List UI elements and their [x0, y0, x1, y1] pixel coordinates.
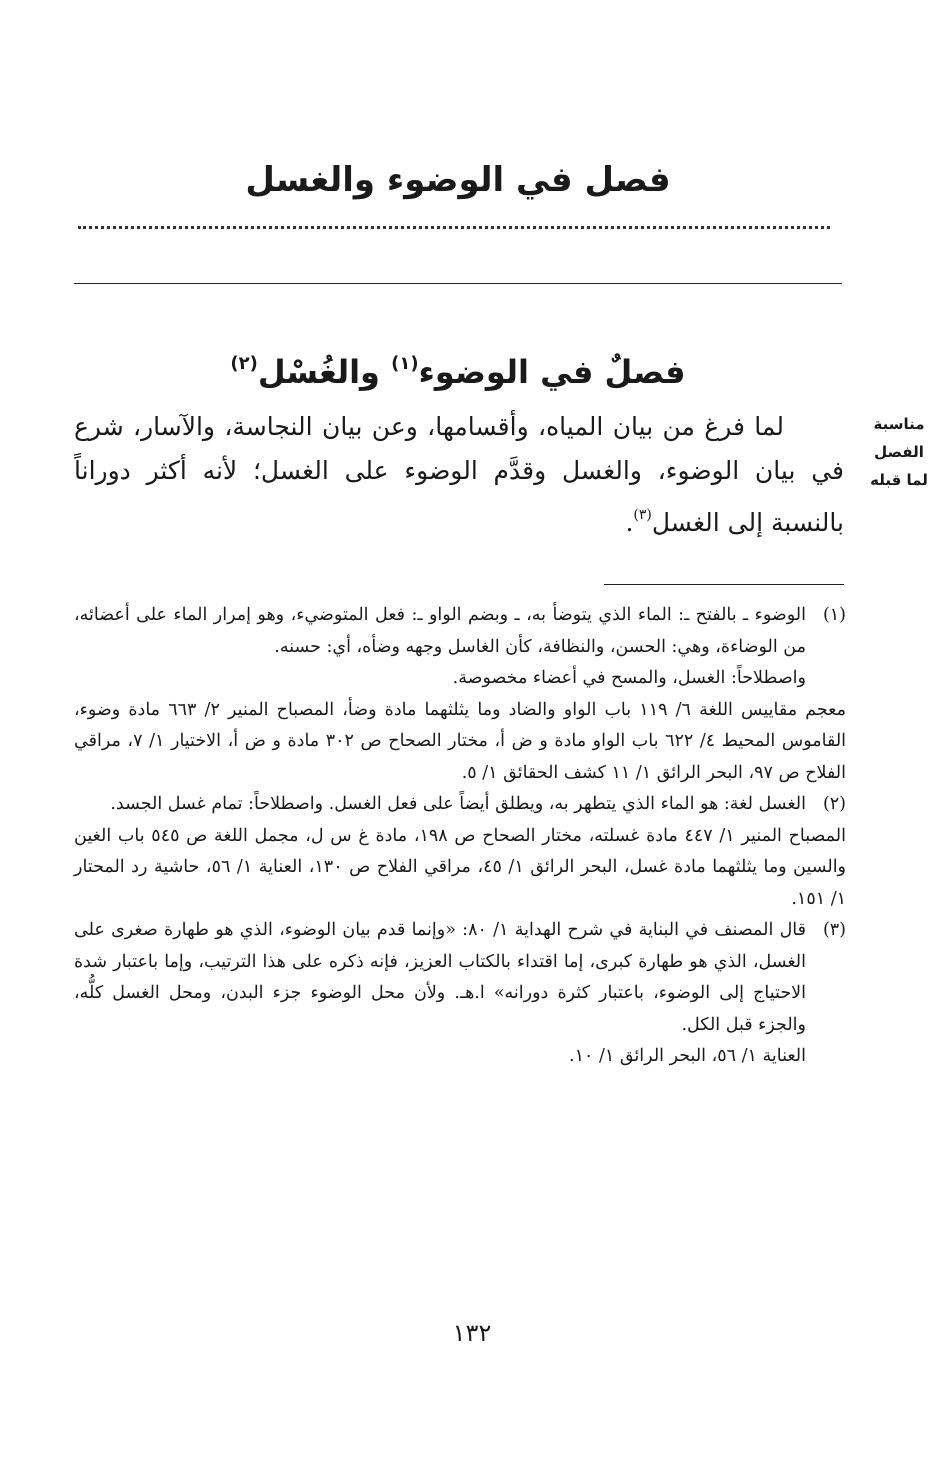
footnote-sources: المصباح المنير ١/ ٤٤٧ مادة غسلته، مختار الصحاح ص ١٩٨، مادة غ س ل، مجمل اللغة ص ٥٤٥ باب الغين والسين وما يثلثهما مادة غسل، البحر الرائق ١/ ٤٥، مراقي الفلاح ص ١٣٠، العناية ١/ ٥٦، حاشية رد المحتار ١/ ١٥١.: [74, 825, 847, 909]
footnote-definition: الغسل لغة: هو الماء الذي يتطهر به، ويطلق أيضاً على فعل الغسل. واصطلاحاً: تمام غسل الجسد.: [110, 794, 806, 814]
footnote-definition: قال المصنف في البناية في شرح الهداية ١/ ٨٠: «وإنما قدم بيان الوضوء، الذي هو طهارة صغرى على الغسل، الذي هو طهارة كبرى، إما اقتداء بالكتاب العزيز، فإنه ذكره على هذا الترتيب، وإما باعتبار شدة الاحتياج إلى الوضوء، باعتبار كثرة دورانه» ا.هـ. ولأن محل الوضوء جزء البدن، ومحل الغسل كلُّه، والجزء قبل الكل.: [74, 920, 806, 1035]
footnote-body: [74, 915, 806, 1073]
margin-note: [860, 410, 938, 494]
footnote-ref-3[interactable]: (٣): [633, 507, 652, 523]
section-title-part1: فصلٌ في الوضوء: [418, 353, 686, 391]
section-title-part2: والغُسْل: [257, 353, 392, 391]
header-rule: [74, 283, 842, 284]
main-paragraph-end: .: [625, 508, 634, 537]
footnote-number: (٢): [822, 794, 846, 814]
footnote-3: [74, 915, 846, 1073]
main-paragraph: [74, 405, 844, 545]
footnotes: [74, 600, 846, 1073]
margin-note-line: الفصل: [874, 443, 924, 461]
main-paragraph-text: لما فرغ من بيان المياه، وأقسامها، وعن بيان النجاسة، والآسار، شرع في بيان الوضوء، والغسل وقدَّم الوضوء على الغسل؛ لأنه أكثر دوراناً بالنسبة إلى الغسل: [74, 412, 844, 537]
margin-note-line: لما قبله: [870, 471, 928, 489]
footnote-body: [74, 789, 806, 821]
section-title: [74, 336, 842, 400]
footnote-term: واصطلاحاً: الغسل، والمسح في أعضاء مخصوصة.: [452, 668, 806, 688]
footnote-ref-2[interactable]: (٢): [230, 353, 258, 374]
footnote-sources: العناية ١/ ٥٦، البحر الرائق ١/ ١٠.: [569, 1046, 806, 1066]
running-header-title: فصل في الوضوء والغسل: [245, 160, 671, 200]
footnote-ref-1[interactable]: (١): [391, 353, 419, 374]
footnote-number: (١): [822, 605, 846, 625]
footnote-body: [74, 600, 806, 695]
footnote-number: (٣): [822, 920, 846, 940]
footnote-2: [74, 789, 846, 821]
dotted-divider: [78, 226, 830, 229]
footnote-definition: الوضوء ـ بالفتح ـ: الماء الذي يتوضأ به، ـ وبضم الواو ـ: فعل المتوضيء، وهو إمرار الماء على أعضائه، من الوضاءة، وهي: الحسن، والنظافة، كأن الغاسل وجهه وضأه، أي: حسنه.: [74, 605, 806, 657]
footnote-separator: [604, 584, 844, 585]
page-number: ١٣٢: [452, 1319, 492, 1347]
footnote-1: [74, 600, 846, 695]
margin-note-line: مناسبة: [873, 415, 925, 433]
footnote-sources: معجم مقاييس اللغة ٦/ ١١٩ باب الواو والضاد وما يثلثهما مادة وضأ، المصباح المنير ٢/ ٦٦٣ مادة وضوء، القاموس المحيط ٤/ ٦٢٢ باب الواو مادة و ض أ، مختار الصحاح ص ٣٠٢ مادة و ض أ، الاختيار ١/ ٧، مراقي الفلاح ص ٩٧، البحر الرائق ١/ ١١ كشف الحقائق ١/ ٥.: [74, 699, 847, 783]
